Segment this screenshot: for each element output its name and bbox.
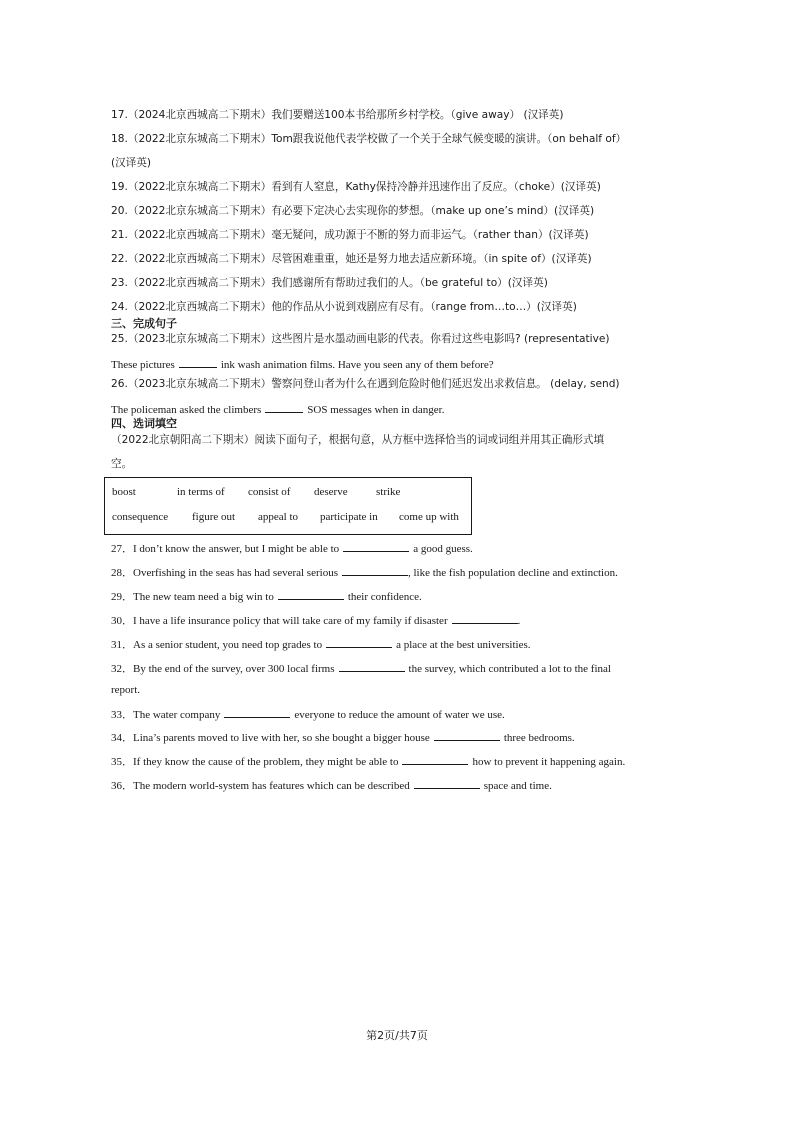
word-option: in terms of — [177, 486, 225, 498]
q35-blank[interactable] — [402, 753, 468, 765]
q28-after: , like the fish population decline and extinction. — [407, 567, 618, 579]
q21-text: 21.（2022北京西城高二下期末）毫无疑问，成功源于不断的努力而非运气。（rather than）(汉译英) — [111, 229, 589, 241]
word-box — [104, 477, 472, 535]
q32-blank[interactable] — [339, 660, 405, 672]
word-option: boost — [112, 486, 136, 498]
q34-blank[interactable] — [434, 729, 500, 741]
q33-before: 33．The water company — [111, 709, 221, 721]
q25-blank[interactable] — [179, 356, 217, 368]
q27-blank[interactable] — [343, 540, 409, 552]
word-option: deserve — [314, 486, 348, 498]
page-number: 第2页/共7页 — [366, 1029, 428, 1042]
q29-sentence — [111, 588, 422, 604]
q26-after: SOS messages when in danger. — [307, 404, 445, 416]
q25-sentence — [111, 356, 494, 372]
q25-before: These pictures — [111, 359, 175, 371]
q20-text: 20.（2022北京东城高二下期末）有必要下定决心去实现你的梦想。（make up one’s mind）(汉译英) — [111, 205, 595, 217]
q33-sentence — [111, 706, 505, 722]
q26-sentence — [111, 401, 444, 417]
q17-text: 17.（2024北京西城高二下期末）我们要赠送100本书给那所乡村学校。（give away） (汉译英) — [111, 109, 564, 121]
q31-blank[interactable] — [326, 636, 392, 648]
q36-after: space and time. — [483, 780, 552, 792]
q19-text: 19.（2022北京东城高二下期末）看到有人窒息，Kathy保持冷静并迅速作出了反应。（choke）(汉译英) — [111, 181, 601, 193]
q32-before: 32．By the end of the survey, over 300 local firms — [111, 663, 335, 675]
section-heading-word-choice: 四、选词填空 — [111, 417, 177, 430]
q34-before: 34．Lina’s parents moved to live with her, so she bought a bigger house — [111, 732, 430, 744]
q36-blank[interactable] — [414, 777, 480, 789]
q34-after: three bedrooms. — [503, 732, 575, 744]
word-option: appeal to — [258, 511, 299, 523]
q29-before: 29．The new team need a big win to — [111, 591, 274, 603]
q26-before: The policeman asked the climbers — [111, 404, 262, 416]
q35-before: 35．If they know the cause of the problem, they might be able to — [111, 756, 399, 768]
q33-blank[interactable] — [224, 706, 290, 718]
q27-after: a good guess. — [413, 543, 473, 555]
q27-sentence — [111, 540, 473, 556]
q36-before: 36．The modern world-system has features which can be described — [111, 780, 410, 792]
q26-prompt: 26.（2023北京东城高二下期末）警察问登山者为什么在遇到危险时他们延迟发出求救信息。 (delay, send) — [111, 378, 620, 390]
q27-before: 27．I don’t know the answer, but I might be able to — [111, 543, 340, 555]
q34-sentence — [111, 729, 575, 745]
q29-blank[interactable] — [278, 588, 344, 600]
q24-text: 24.（2022北京西城高二下期末）他的作品从小说到戏剧应有尽有。（range from…to…）(汉译英) — [111, 301, 577, 313]
q28-blank[interactable] — [342, 564, 408, 576]
q35-sentence — [111, 753, 625, 769]
instruction-line-1: （2022北京朝阳高二下期末）阅读下面句子，根据句意，从方框中选择恰当的词或词组并用其正确形式填 — [111, 434, 605, 446]
q25-prompt: 25.（2023北京东城高二下期末）这些图片是水墨动画电影的代表。你看过这些电影吗? (representative) — [111, 333, 610, 345]
q26-blank[interactable] — [265, 401, 303, 413]
section-heading-complete-sentences: 三、完成句子 — [111, 317, 177, 330]
word-option: strike — [376, 486, 401, 498]
q31-sentence — [111, 636, 531, 652]
q25-after: ink wash animation films. Have you seen any of them before? — [220, 359, 494, 371]
word-option: consequence — [112, 511, 169, 523]
q33-after: everyone to reduce the amount of water we use. — [294, 709, 505, 721]
q32-after: the survey, which contributed a lot to the final — [408, 663, 611, 675]
q35-after: how to prevent it happening again. — [472, 756, 626, 768]
q30-sentence — [111, 612, 520, 628]
word-option: come up with — [399, 511, 459, 523]
q28-sentence — [111, 564, 618, 580]
q18-text-cont: (汉译英) — [111, 157, 152, 169]
q30-before: 30．I have a life insurance policy that will take care of my family if disaster — [111, 615, 448, 627]
q31-after: a place at the best universities. — [396, 639, 531, 651]
q18-text: 18.（2022北京东城高二下期末）Tom跟我说他代表学校做了一个关于全球气候变暖的演讲。（on behalf of） — [111, 133, 627, 145]
q23-text: 23.（2022北京西城高二下期末）我们感谢所有帮助过我们的人。（be grateful to）(汉译英) — [111, 277, 548, 289]
q30-blank[interactable] — [452, 612, 518, 624]
word-option: consist of — [248, 486, 291, 498]
q30-after: . — [517, 615, 521, 627]
q32-sentence-cont: report. — [111, 684, 141, 696]
q22-text: 22.（2022北京西城高二下期末）尽管困难重重，她还是努力地去适应新环境。（in spite of）(汉译英) — [111, 253, 592, 265]
word-option: figure out — [192, 511, 236, 523]
q29-after: their confidence. — [347, 591, 422, 603]
q32-sentence — [111, 660, 611, 676]
instruction-line-2: 空。 — [111, 458, 133, 470]
q36-sentence — [111, 777, 552, 793]
q31-before: 31．As a senior student, you need top grades to — [111, 639, 323, 651]
q28-before: 28．Overfishing in the seas has had several serious — [111, 567, 338, 579]
word-option: participate in — [320, 511, 378, 523]
